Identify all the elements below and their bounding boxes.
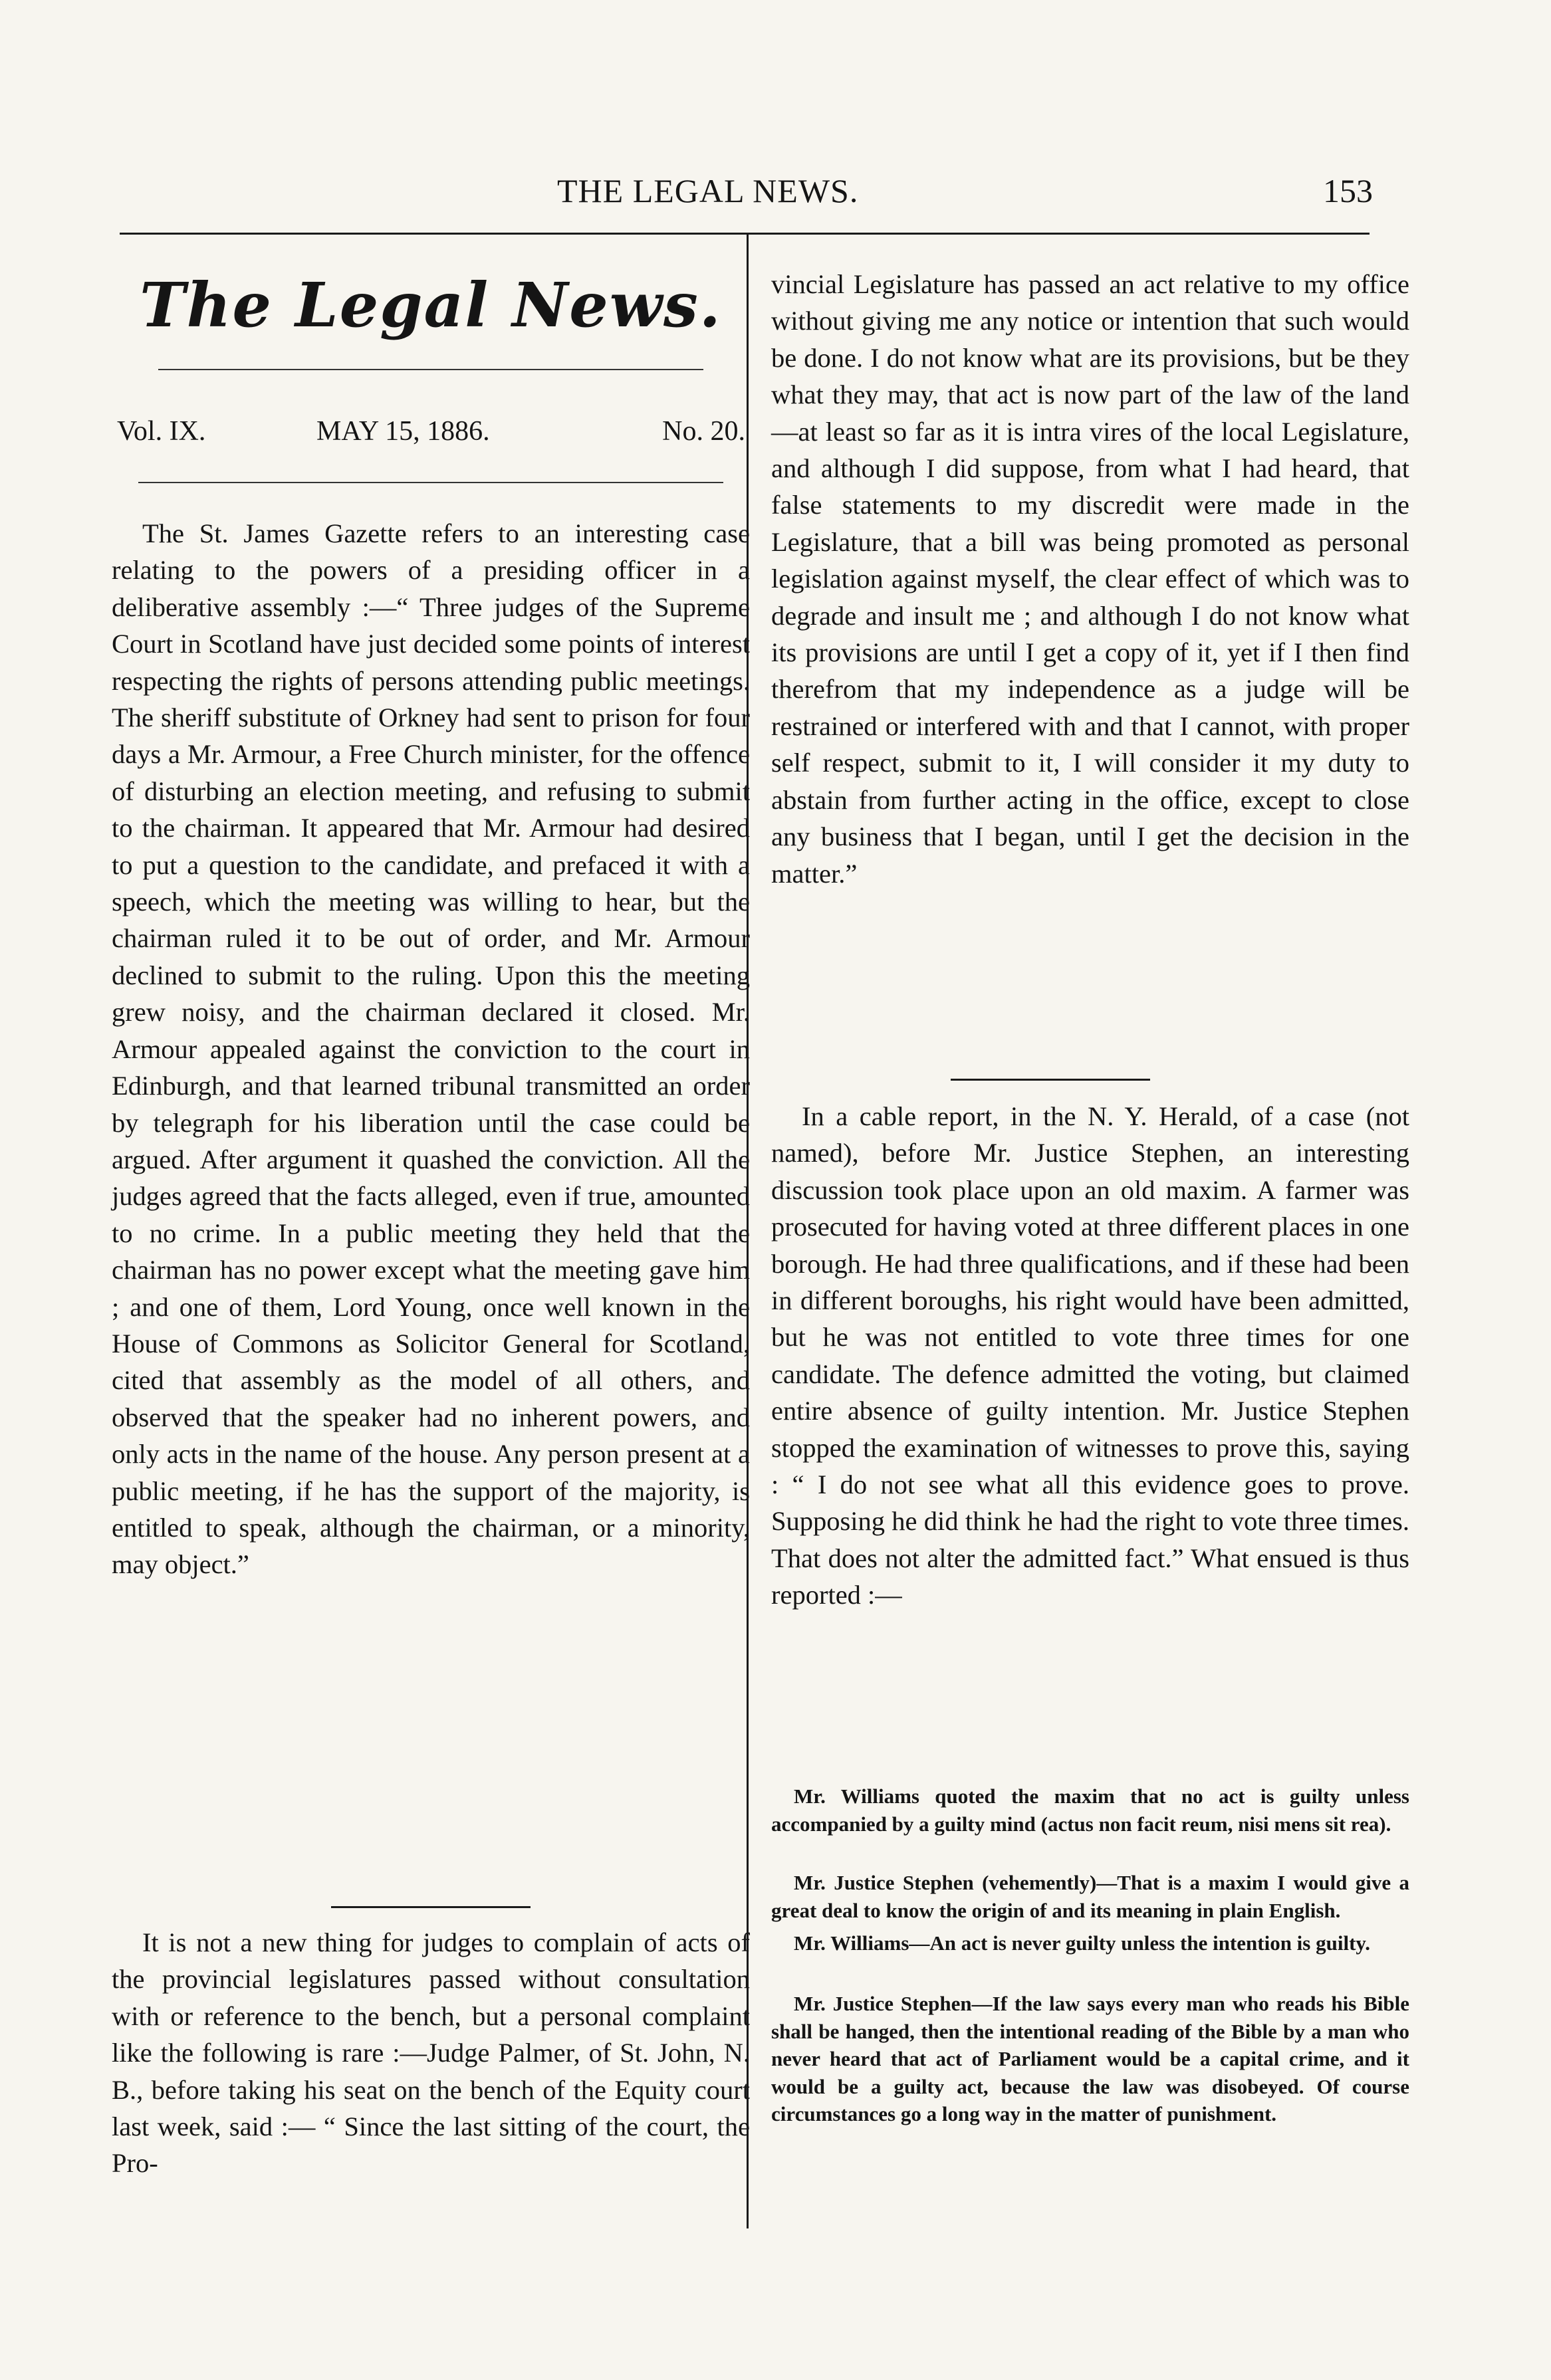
issue-line [117,415,745,455]
article-paragraph: vincial Legislature has passed an act relative to my office without giving me any notice or intention that such would be done. I do not know what are its provisions, but be they what they may, that act is now part of the law of the land—at least so far as it is intra vires of the local Legislature, and although I did suppose, from what I had heard, that false statements to my discredit were made in the Legislature, that a bill was being promoted as personal legislation against myself, the clear effect of which was to degrade and insult me ; and although I do not know what its provisions are until I get a copy of it, yet if I then find therefrom that my independence as a judge will be restrained or interfered with and that I cannot, with proper self respect, submit to it, I will consider it my duty to abstain from further acting in the office, except to close any business that I began, until I get the decision in the matter.” [771,269,1409,889]
quoted-exchange: Mr. Williams—An act is never guilty unless the intention is guilty. [794,1931,1370,1955]
masthead-rule-top [158,369,703,370]
masthead-rule-bottom [138,482,723,483]
article-paragraph: The St. James Gazette refers to an interesting case relating to the powers of a presiding officer in a deliberative assembly :—“ Three judges of the Supreme Court in Scotland have just decided some points of interest respecting the rights of persons attending public meetings. The sheriff substitute of Orkney had sent to prison for four days a Mr. Armour, a Free Church minister, for the offence of disturbing an election meeting, and refusing to submit to the chairman. It appeared that Mr. Armour had desired to put a question to the candidate, and prefaced it with a speech, which the meeting was willing to hear, but the chairman ruled it to be out of order, and Mr. Armour declined to submit to the ruling. Upon this the meeting grew noisy, and the chairman declared it closed. Mr. Armour appealed against the conviction to the court in Edinburgh, and that learned tribunal transmitted an order by telegraph for his liberation until the case could be argued. After argument it quashed the conviction. All the judges agreed that the facts alleged, even if true, amounted to no crime. In a public meeting they held that the chairman has no power except what the meeting gave him ; and one of them, Lord Young, once well known in the House of Commons as Solicitor General for Scotland, cited that assembly as the model of all others, and observed that the speaker had no inherent powers, and only acts in the name of the house. Any person present at a public meeting, if he has the support of the majority, is entitled to speak, although the chairman, or a minority, may object.” [112,518,750,1580]
issue-number: No. 20. [662,416,745,447]
article-paragraph: It is not a new thing for judges to complain of acts of the provincial legislatures passed without consultation with or reference to the bench, but a personal complaint like the following is rare :—Judge Palmer, of St. John, N. B., before taking his seat on the bench of the Equity court last week, said :— “ Since the last sitting of the court, the Pro- [112,1927,750,2179]
issue-date: MAY 15, 1886. [316,416,490,447]
page-number: 153 [1323,172,1373,209]
header-rule [120,233,1370,235]
quoted-exchange: Mr. Justice Stephen (vehemently)—That is a maxim I would give a great deal to know the origin of and its meaning in plain English. [771,1871,1409,1922]
issue-volume: Vol. IX. [117,416,206,447]
masthead-title: The Legal News. [140,269,722,341]
section-divider [951,1079,1150,1081]
running-head [0,171,1551,211]
quoted-exchange: Mr. Justice Stephen—If the law says every man who reads his Bible shall be hanged, then the intentional reading of the Bible by a man who never heard that act of Parliament would be a capital crime, and it would be a guilty act, because the law was disobeyed. Of course circumstances go a long way in the matter of punishment. [771,1992,1409,2125]
quoted-exchange: Mr. Williams quoted the maxim that no act is guilty unless accompanied by a guilty mind (actus non facit reum, nisi mens sit rea). [771,1785,1409,1836]
section-divider [331,1906,531,1908]
article-paragraph: In a cable report, in the N. Y. Herald, of a case (not named), before Mr. Justice Stephen, an interesting discussion took place upon an old maxim. A farmer was prosecuted for having voted at three different places in one borough. He had three qualifications, and if these had been in different boroughs, his right would have been admitted, but he was not entitled to vote three times for one candidate. The defence admitted the voting, but claimed entire absence of guilty intention. Mr. Justice Stephen stopped the examination of witnesses to prove this, saying : “ I do not see what all this evidence goes to prove. Supposing he did think he had the right to vote three times. That does not alter the admitted fact.” What ensued is thus reported :— [771,1101,1409,1610]
running-title: THE LEGAL NEWS. [557,172,859,209]
